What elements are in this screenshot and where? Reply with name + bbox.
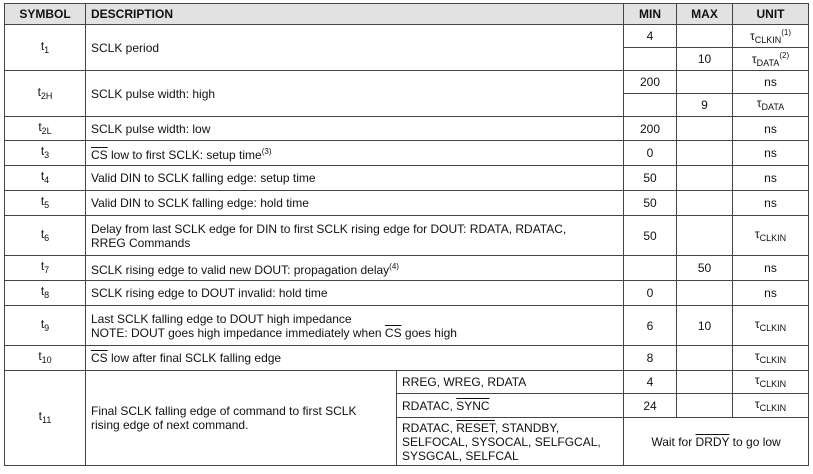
unit-subscript: CLKIN [759, 402, 787, 413]
symbol-cell [5, 141, 86, 166]
max-cell [677, 346, 733, 371]
max-cell [677, 141, 733, 166]
symbol-text: t [40, 284, 45, 298]
command-cell: RREG, WREG, RDATA [397, 371, 624, 394]
max-cell [677, 191, 733, 216]
description-cell: SCLK pulse width: high [86, 71, 624, 117]
min-cell: 50 [624, 166, 677, 191]
unit-subscript: DATA [756, 57, 780, 68]
command-cell [397, 418, 624, 466]
min-cell: 8 [624, 346, 677, 371]
min-cell [624, 256, 677, 281]
description-cell: Valid DIN to SCLK falling edge: setup time [86, 166, 624, 191]
unit-text: τ [749, 28, 755, 43]
description-cell [86, 346, 624, 371]
unit-cell: ns [733, 191, 809, 216]
min-cell: 24 [624, 394, 677, 418]
unit-text: τ [756, 96, 762, 110]
symbol-text: t [40, 226, 45, 241]
unit-cell [733, 48, 809, 71]
symbol-text: t [40, 259, 45, 273]
min-cell: 0 [624, 281, 677, 306]
command-line: SYSGCAL, SELFCAL [402, 448, 519, 463]
max-cell: 50 [677, 256, 733, 281]
unit-cell: ns [733, 71, 809, 94]
symbol-subscript: 7 [44, 265, 50, 275]
symbol-text: t [40, 169, 45, 183]
symbol-text: t [37, 84, 41, 99]
description-line: Final SCLK falling edge of command to first SCLK [91, 404, 357, 418]
header-description: DESCRIPTION [86, 4, 624, 25]
symbol-cell [5, 71, 86, 117]
symbol-cell [5, 117, 86, 141]
symbol-subscript: 9 [44, 322, 50, 333]
max-cell: 9 [677, 94, 733, 117]
description-text: SCLK rising edge to valid new DOUT: propagation delay [91, 262, 390, 277]
max-cell: 10 [677, 306, 733, 346]
table-row [5, 371, 809, 394]
description-text: low to first SCLK: setup time [107, 147, 262, 162]
unit-text: τ [751, 51, 757, 66]
min-cell [624, 94, 677, 117]
symbol-subscript: 6 [44, 232, 50, 243]
min-cell: 4 [624, 371, 677, 394]
unit-subscript: CLKIN [759, 322, 787, 333]
symbol-text: t [40, 316, 45, 331]
sync-signal: SYNC [456, 398, 490, 413]
min-cell: 4 [624, 25, 677, 48]
wait-text: to go low [729, 434, 781, 449]
symbol-cell [5, 25, 86, 71]
min-cell: 200 [624, 117, 677, 141]
description-cell: SCLK rising edge to DOUT invalid: hold time [86, 281, 624, 306]
min-cell: 200 [624, 71, 677, 94]
unit-subscript: DATA [761, 102, 785, 112]
max-cell [677, 281, 733, 306]
symbol-cell [5, 371, 86, 466]
max-cell: 10 [677, 48, 733, 71]
unit-cell: ns [733, 141, 809, 166]
table-row [5, 256, 809, 281]
table-row [5, 141, 809, 166]
table-row [5, 71, 809, 94]
cs-signal: $\overline{CS}$ [91, 351, 108, 365]
header-min: MIN [624, 4, 677, 25]
description-line: rising edge of next command. [91, 418, 249, 432]
min-cell [624, 48, 677, 71]
unit-subscript: CLKIN [754, 34, 782, 45]
footnote-ref: (1) [781, 27, 792, 37]
unit-subscript: CLKIN [759, 355, 787, 365]
description-line [91, 326, 618, 340]
header-symbol: SYMBOL [5, 4, 86, 25]
max-cell [677, 216, 733, 256]
symbol-cell [5, 346, 86, 371]
symbol-text: t [38, 119, 42, 134]
footnote-ref: (3) [261, 146, 272, 156]
unit-cell: ns [733, 256, 809, 281]
min-cell: 50 [624, 191, 677, 216]
symbol-cell [5, 281, 86, 306]
min-cell: 0 [624, 141, 677, 166]
footnote-ref: (4) [389, 261, 399, 271]
symbol-subscript: 11 [42, 415, 52, 425]
table-row [5, 216, 809, 256]
cs-signal: $\overline{CS}$ [384, 325, 402, 340]
unit-cell [733, 394, 809, 418]
unit-text: τ [754, 396, 760, 411]
description-line: RREG Commands [91, 235, 191, 250]
table-row [5, 25, 809, 48]
symbol-subscript: 10 [41, 355, 52, 365]
description-cell [86, 256, 624, 281]
max-cell [677, 166, 733, 191]
unit-cell [733, 371, 809, 394]
symbol-subscript: 1 [44, 44, 50, 55]
symbol-text: t [40, 144, 45, 158]
note-text: NOTE: DOUT goes high impedance immediately when [91, 325, 385, 340]
command-line [402, 421, 618, 435]
max-cell [677, 371, 733, 394]
symbol-subscript: 5 [44, 200, 50, 210]
header-row [5, 4, 809, 25]
description-cell: Valid DIN to SCLK falling edge: hold time [86, 191, 624, 216]
symbol-subscript: 4 [44, 175, 50, 185]
command-text: , STANDBY, [494, 420, 560, 435]
table-row [5, 166, 809, 191]
symbol-subscript: 2L [41, 125, 52, 136]
unit-text: τ [754, 373, 760, 387]
description-cell [86, 371, 397, 466]
table-row [5, 191, 809, 216]
min-cell: 50 [624, 216, 677, 256]
max-cell [677, 117, 733, 141]
reset-signal: RESET [456, 420, 495, 435]
wait-condition-cell [624, 418, 809, 466]
description-cell: SCLK pulse width: low [86, 117, 624, 141]
description-line: Last SCLK falling edge to DOUT high impedance [91, 311, 352, 326]
description-text: low after final SCLK falling edge [107, 351, 282, 365]
command-line: SELFOCAL, SYSOCAL, SELFGCAL, [402, 434, 601, 449]
unit-cell [733, 346, 809, 371]
max-cell [677, 25, 733, 48]
command-cell [397, 394, 624, 418]
description-line: Delay from last SCLK edge for DIN to first SCLK rising edge for DOUT: RDATA, RDATAC, [91, 221, 567, 236]
note-text: goes high [401, 325, 457, 340]
symbol-cell [5, 191, 86, 216]
unit-subscript: CLKIN [759, 232, 787, 243]
command-text: RDATAC, [402, 398, 457, 413]
symbol-subscript: 3 [44, 150, 50, 160]
wait-text: Wait for [651, 434, 696, 449]
symbol-cell [5, 306, 86, 346]
unit-cell [733, 306, 809, 346]
symbol-text: t [38, 409, 42, 423]
max-cell [677, 71, 733, 94]
max-cell [677, 394, 733, 418]
table-row [5, 346, 809, 371]
drdy-signal: DRDY [695, 434, 730, 449]
symbol-subscript: 8 [44, 290, 50, 300]
description-cell [86, 306, 624, 346]
table-row [5, 117, 809, 141]
footnote-ref: (2) [779, 50, 790, 60]
symbol-cell [5, 166, 86, 191]
min-cell: 6 [624, 306, 677, 346]
header-unit: UNIT [733, 4, 809, 25]
unit-cell: ns [733, 166, 809, 191]
symbol-subscript: 2H [40, 90, 53, 101]
unit-text: τ [754, 316, 760, 331]
symbol-text: t [40, 38, 45, 53]
symbol-text: t [38, 349, 42, 363]
unit-subscript: CLKIN [759, 379, 787, 389]
description-cell: SCLK period [86, 25, 624, 71]
description-cell [86, 141, 624, 166]
unit-cell: ns [733, 281, 809, 306]
unit-text: τ [754, 226, 760, 241]
unit-cell [733, 25, 809, 48]
unit-cell [733, 216, 809, 256]
table-row [5, 306, 809, 346]
symbol-text: t [40, 194, 45, 208]
symbol-cell [5, 216, 86, 256]
command-text: RDATAC, [402, 420, 457, 435]
unit-text: τ [754, 349, 760, 363]
table-row [5, 281, 809, 306]
header-max: MAX [677, 4, 733, 25]
unit-cell [733, 94, 809, 117]
unit-cell: ns [733, 117, 809, 141]
symbol-cell [5, 256, 86, 281]
timing-table [4, 3, 809, 466]
description-cell [86, 216, 624, 256]
cs-signal: $\overline{CS}$ [91, 147, 108, 162]
